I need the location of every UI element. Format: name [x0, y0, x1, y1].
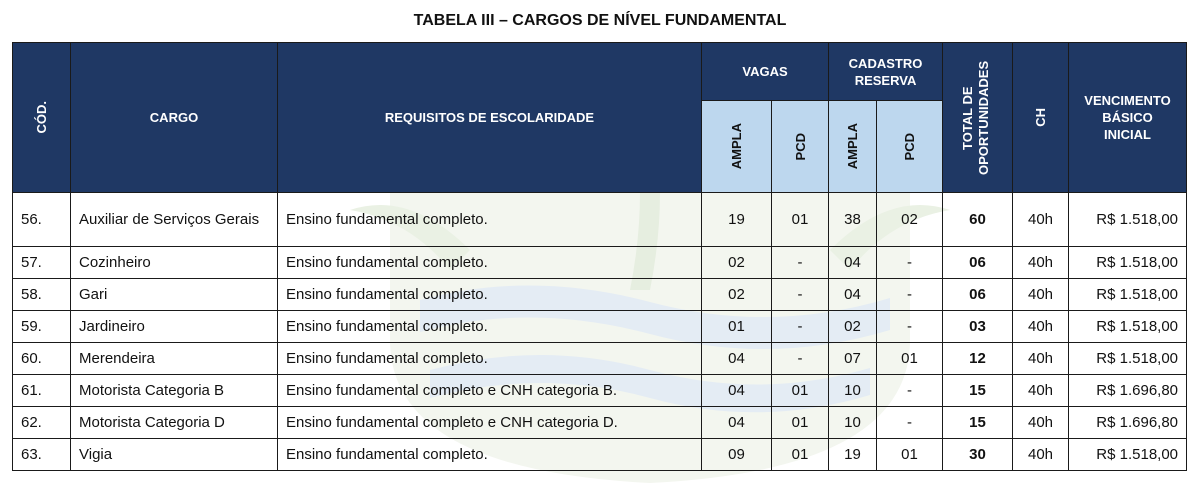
header-vagas-ampla: AMPLA — [702, 101, 772, 193]
cell-vagas-ampla: 09 — [702, 439, 772, 471]
cell-cr-pcd: - — [877, 375, 943, 407]
header-total: TOTAL DE OPORTUNIDADES — [943, 43, 1013, 193]
cell-cargo: Merendeira — [71, 343, 278, 375]
cell-ch: 40h — [1013, 407, 1069, 439]
cell-vagas-ampla: 19 — [702, 193, 772, 247]
cell-total: 30 — [943, 439, 1013, 471]
cell-total: 15 — [943, 375, 1013, 407]
cell-cr-pcd: 02 — [877, 193, 943, 247]
table-row — [13, 247, 1187, 279]
cell-cod: 63. — [13, 439, 71, 471]
cell-cr-pcd: 01 — [877, 439, 943, 471]
cell-cod: 62. — [13, 407, 71, 439]
cell-cr-pcd: - — [877, 247, 943, 279]
cell-vagas-ampla: 02 — [702, 279, 772, 311]
cell-vencimento: R$ 1.518,00 — [1069, 439, 1187, 471]
cell-vagas-pcd: 01 — [772, 375, 829, 407]
table-row — [13, 193, 1187, 247]
header-requisitos: REQUISITOS DE ESCOLARIDADE — [278, 43, 702, 193]
cell-cod: 60. — [13, 343, 71, 375]
cell-vagas-pcd: 01 — [772, 407, 829, 439]
cell-cod: 59. — [13, 311, 71, 343]
cell-ch: 40h — [1013, 193, 1069, 247]
cell-vencimento: R$ 1.518,00 — [1069, 343, 1187, 375]
cell-vagas-ampla: 04 — [702, 375, 772, 407]
cell-vagas-pcd: - — [772, 343, 829, 375]
header-vagas-pcd: PCD — [772, 101, 829, 193]
cell-vencimento: R$ 1.518,00 — [1069, 193, 1187, 247]
cell-cargo: Jardineiro — [71, 311, 278, 343]
cell-ch: 40h — [1013, 279, 1069, 311]
cell-cod: 61. — [13, 375, 71, 407]
cell-vagas-pcd: 01 — [772, 193, 829, 247]
cell-vagas-ampla: 01 — [702, 311, 772, 343]
header-cod: CÓD. — [13, 43, 71, 193]
cell-vagas-ampla: 04 — [702, 407, 772, 439]
cell-vagas-ampla: 02 — [702, 247, 772, 279]
cell-requisitos: Ensino fundamental completo. — [278, 439, 702, 471]
table-title: TABELA III – CARGOS DE NÍVEL FUNDAMENTAL — [413, 12, 787, 29]
header-cargo: CARGO — [71, 43, 278, 193]
header-cr-pcd: PCD — [877, 101, 943, 193]
cell-ch: 40h — [1013, 439, 1069, 471]
header-vencimento: VENCIMENTO BÁSICO INICIAL — [1069, 43, 1187, 193]
cell-cargo: Auxiliar de Serviços Gerais — [71, 193, 278, 247]
cell-vagas-pcd: - — [772, 311, 829, 343]
cell-requisitos: Ensino fundamental completo. — [278, 247, 702, 279]
header-cr-ampla: AMPLA — [829, 101, 877, 193]
cell-cod: 58. — [13, 279, 71, 311]
cell-total: 60 — [943, 193, 1013, 247]
cell-cr-ampla: 07 — [829, 343, 877, 375]
cell-cr-ampla: 10 — [829, 407, 877, 439]
cell-vencimento: R$ 1.518,00 — [1069, 279, 1187, 311]
cell-cr-pcd: 01 — [877, 343, 943, 375]
cell-vagas-ampla: 04 — [702, 343, 772, 375]
table-row — [13, 375, 1187, 407]
header-cadastro-reserva: CADASTRO RESERVA — [829, 43, 943, 101]
cell-requisitos: Ensino fundamental completo. — [278, 279, 702, 311]
cell-requisitos: Ensino fundamental completo. — [278, 193, 702, 247]
header-vagas: VAGAS — [702, 43, 829, 101]
cell-requisitos: Ensino fundamental completo. — [278, 311, 702, 343]
table-row — [13, 439, 1187, 471]
cell-cargo: Motorista Categoria B — [71, 375, 278, 407]
cell-vagas-pcd: - — [772, 279, 829, 311]
cell-total: 12 — [943, 343, 1013, 375]
cell-cargo: Gari — [71, 279, 278, 311]
cell-requisitos: Ensino fundamental completo. — [278, 343, 702, 375]
cell-vencimento: R$ 1.696,80 — [1069, 407, 1187, 439]
cell-cod: 56. — [13, 193, 71, 247]
cell-vencimento: R$ 1.518,00 — [1069, 247, 1187, 279]
cell-vagas-pcd: - — [772, 247, 829, 279]
cell-cargo: Cozinheiro — [71, 247, 278, 279]
cell-vencimento: R$ 1.696,80 — [1069, 375, 1187, 407]
cell-cr-pcd: - — [877, 407, 943, 439]
cell-requisitos: Ensino fundamental completo e CNH categoria B. — [278, 375, 702, 407]
cell-cr-ampla: 04 — [829, 247, 877, 279]
cell-cr-ampla: 02 — [829, 311, 877, 343]
table-row — [13, 311, 1187, 343]
positions-table — [12, 42, 1187, 471]
cell-cr-ampla: 19 — [829, 439, 877, 471]
cell-vagas-pcd: 01 — [772, 439, 829, 471]
table-row — [13, 279, 1187, 311]
cell-requisitos: Ensino fundamental completo e CNH categoria D. — [278, 407, 702, 439]
cell-ch: 40h — [1013, 311, 1069, 343]
cell-total: 15 — [943, 407, 1013, 439]
table-row — [13, 407, 1187, 439]
cell-cargo: Vigia — [71, 439, 278, 471]
cell-cargo: Motorista Categoria D — [71, 407, 278, 439]
cell-vencimento: R$ 1.518,00 — [1069, 311, 1187, 343]
cell-ch: 40h — [1013, 247, 1069, 279]
cell-cr-pcd: - — [877, 279, 943, 311]
table-row — [13, 343, 1187, 375]
cell-total: 06 — [943, 247, 1013, 279]
header-ch: CH — [1013, 43, 1069, 193]
cell-ch: 40h — [1013, 343, 1069, 375]
cell-cr-ampla: 10 — [829, 375, 877, 407]
cell-cr-ampla: 04 — [829, 279, 877, 311]
cell-cod: 57. — [13, 247, 71, 279]
cell-cr-pcd: - — [877, 311, 943, 343]
cell-cr-ampla: 38 — [829, 193, 877, 247]
cell-total: 03 — [943, 311, 1013, 343]
cell-total: 06 — [943, 279, 1013, 311]
cell-ch: 40h — [1013, 375, 1069, 407]
